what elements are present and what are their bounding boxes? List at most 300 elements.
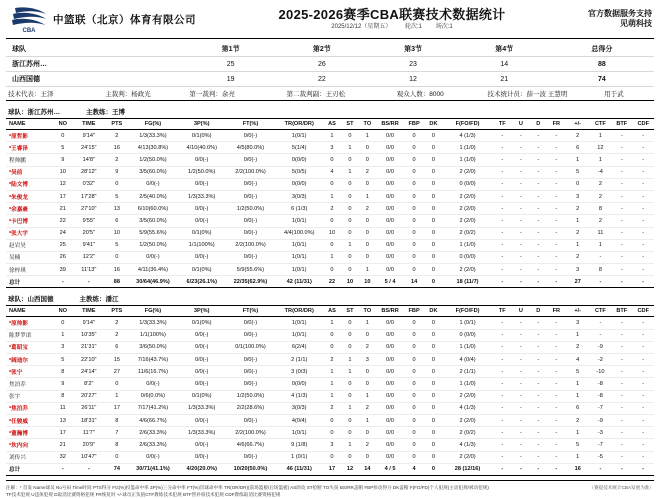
stat-cell: 0 — [404, 427, 424, 439]
stat-cell: 21 — [54, 203, 71, 215]
stat-cell: - — [632, 239, 654, 251]
stat-cell: - — [547, 354, 566, 366]
stat-cell: - — [590, 317, 611, 329]
table-row[interactable] — [6, 264, 654, 276]
stat-cell: 1 — [590, 130, 611, 142]
stat-cell: 0 — [341, 264, 358, 276]
stat-cell: 0 — [424, 215, 443, 227]
stat-cell: -9 — [590, 341, 611, 353]
col-ft: FT(%) — [225, 306, 276, 317]
stat-cell: - — [512, 251, 529, 263]
stat-cell: 0 — [341, 414, 358, 426]
stat-cell: 27'10" — [71, 203, 106, 215]
stat-cell: 26 — [54, 251, 71, 263]
stat-cell: - — [547, 251, 566, 263]
svg-text:CBA: CBA — [22, 28, 36, 34]
stat-cell: 0/1(0%) — [178, 317, 225, 329]
stat-cell: 0 — [404, 366, 424, 378]
team-section-away — [6, 293, 654, 475]
stat-cell: 0 — [359, 227, 376, 239]
stat-cell: - — [492, 239, 512, 251]
stat-cell: - — [611, 264, 632, 276]
score-q1: 19 — [185, 72, 276, 87]
stat-cell: 0/0(-) — [128, 178, 179, 190]
stat-cell: 0 (0/0) — [443, 178, 492, 190]
table-row[interactable] — [6, 366, 654, 378]
stat-cell: 5 — [54, 354, 71, 366]
stat-cell: 5 — [106, 239, 127, 251]
stat-cell: 0 — [341, 451, 358, 463]
stat-cell: 24'15" — [71, 142, 106, 154]
stat-cell: 0 — [359, 251, 376, 263]
stat-cell: 8'2" — [71, 378, 106, 390]
player-name: 程帅鹏 — [6, 154, 54, 166]
stat-cell: 0 — [566, 178, 590, 190]
stat-cell: 2 — [359, 402, 376, 414]
table-row[interactable] — [6, 390, 654, 402]
stat-cell: 2 (2/0) — [443, 203, 492, 215]
stat-cell: 9'14" — [71, 317, 106, 329]
stat-cell: 2/2(100.0%) — [225, 239, 276, 251]
stat-cell: 1 — [323, 251, 342, 263]
stat-cell: 0/0(-) — [178, 439, 225, 451]
stat-cell: 0/0(-) — [178, 341, 225, 353]
stat-cell: 8 — [106, 439, 127, 451]
stat-cell: 0 — [424, 366, 443, 378]
stat-cell: 6/10(60.0%) — [128, 203, 179, 215]
officials-row — [6, 87, 654, 101]
stat-cell: 0/0(-) — [178, 329, 225, 341]
table-row[interactable] — [6, 439, 654, 451]
stat-cell: 0/0 — [376, 203, 404, 215]
col-btf: BTF — [611, 119, 632, 130]
stat-cell: - — [512, 341, 529, 353]
col-st: ST — [341, 306, 358, 317]
total-cell: 17 — [323, 463, 342, 475]
stat-cell: 4/6(66.7%) — [225, 439, 276, 451]
stat-cell: - — [611, 239, 632, 251]
footnote-credit: （赛提技术统计CBA发展为准） — [589, 484, 654, 490]
total-cell: 4/20(20.0%) — [178, 463, 225, 475]
stat-cell: 2 — [323, 402, 342, 414]
stat-cell: - — [632, 354, 654, 366]
stat-cell: 0 — [359, 366, 376, 378]
stat-cell: - — [530, 239, 547, 251]
total-cell: 10 — [359, 276, 376, 288]
table-row[interactable] — [6, 178, 654, 190]
stat-cell: - — [611, 341, 632, 353]
stat-cell: -10 — [590, 366, 611, 378]
stat-cell: 0 — [404, 190, 424, 202]
stat-cell: - — [632, 390, 654, 402]
stat-cell: 7/16(43.7%) — [128, 354, 179, 366]
stat-cell: 4/10(40.0%) — [178, 142, 225, 154]
stat-cell: 0/0(-) — [225, 329, 276, 341]
stat-cell: 0 — [341, 251, 358, 263]
player-name: *余嘉豪 — [6, 203, 54, 215]
stat-cell: 0 — [359, 329, 376, 341]
stat-cell: 2 — [566, 227, 590, 239]
page-title: 2025-2026赛季CBA联赛技术数据统计 — [278, 6, 506, 22]
stat-cell: 0 — [424, 239, 443, 251]
stat-cell: 20'9" — [71, 439, 106, 451]
stat-cell: - — [547, 329, 566, 341]
stat-cell: 2 (1/1) — [276, 354, 323, 366]
table-row[interactable] — [6, 317, 654, 329]
stat-cell: 0/0(-) — [128, 451, 179, 463]
stat-cell: 0/0 — [376, 414, 404, 426]
stat-cell: 2 — [106, 154, 127, 166]
stat-cell: 1 — [323, 317, 342, 329]
table-row[interactable] — [6, 251, 654, 263]
stat-cell: 0 — [359, 451, 376, 463]
stat-cell: - — [611, 154, 632, 166]
stat-cell: 2 — [323, 203, 342, 215]
stat-cell: - — [530, 190, 547, 202]
stat-cell: - — [492, 341, 512, 353]
stat-cell: 1 (1/0) — [443, 154, 492, 166]
stat-cell: 3 (0/3) — [276, 366, 323, 378]
stat-cell: 0 — [341, 227, 358, 239]
total-cell: 46 (11/31) — [276, 463, 323, 475]
col-pts: PTS — [106, 306, 127, 317]
stat-cell: - — [530, 203, 547, 215]
stat-cell: 22'10" — [71, 354, 106, 366]
stat-cell: 0 — [106, 178, 127, 190]
stat-cell: 0 — [359, 215, 376, 227]
stat-cell: - — [632, 414, 654, 426]
col-as: AS — [323, 119, 342, 130]
stat-cell: 2 (2/0) — [443, 215, 492, 227]
stat-cell: 0/0(-) — [225, 227, 276, 239]
table-row[interactable] — [6, 142, 654, 154]
stat-cell: - — [547, 239, 566, 251]
stat-cell: 0 — [404, 227, 424, 239]
stat-cell: 24'14" — [71, 366, 106, 378]
col-d: D — [530, 119, 547, 130]
player-name: *原帅影 — [6, 317, 54, 329]
stat-cell: 8 — [590, 264, 611, 276]
player-name: *张大宇 — [6, 227, 54, 239]
stat-cell: - — [492, 130, 512, 142]
stat-cell: 1/3(33.3%) — [178, 427, 225, 439]
stat-cell: 0 — [359, 142, 376, 154]
team-header-away — [6, 293, 654, 305]
total-cell: - — [547, 463, 566, 475]
stat-cell: - — [492, 190, 512, 202]
table-row[interactable] — [6, 414, 654, 426]
col-as: AS — [323, 306, 342, 317]
stat-cell: - — [611, 130, 632, 142]
stat-cell: 0/0(-) — [178, 154, 225, 166]
col-tf: TF — [492, 306, 512, 317]
boxscore-header-row — [6, 306, 654, 317]
total-cell: - — [590, 276, 611, 288]
stat-cell: 3 — [566, 317, 590, 329]
table-row[interactable] — [6, 378, 654, 390]
stat-cell: - — [611, 354, 632, 366]
stat-cell: 0/0 — [376, 142, 404, 154]
stat-cell: -8 — [590, 378, 611, 390]
footnote-line-1: 注解：* 首发 Name球员 No号码 Time时间 PTS得分 FG(%)投篮命中率 3P(%)三分命中率 FT(%)罚球命中率 TR(OR/DR)(前场篮板/后场篮板) AS助攻 ST抢断 TO失误 BS/RR盖帽 FBP快攻得分 DK盖帽 F(FO/FD)个人犯规(主动犯规/被动犯规) — [6, 484, 489, 490]
stat-cell: 4/11(36.4%) — [128, 264, 179, 276]
table-row[interactable] — [6, 427, 654, 439]
referee-2: 第二裁判副：王刃松 — [285, 87, 395, 101]
stat-cell: 11'13" — [71, 264, 106, 276]
stat-cell: 0 — [404, 203, 424, 215]
stat-cell: -2 — [590, 354, 611, 366]
col-cdf: CDF — [632, 306, 654, 317]
stat-cell: 3/5(60.0%) — [128, 166, 179, 178]
stat-cell: 0 — [341, 390, 358, 402]
stat-cell: 0/0(-) — [178, 414, 225, 426]
player-name: 徐梓琪 — [6, 264, 54, 276]
table-row[interactable] — [6, 451, 654, 463]
score-total: 74 — [550, 72, 654, 87]
stat-cell: 0 — [54, 130, 71, 142]
stat-cell: - — [492, 354, 512, 366]
total-cell: 4 / 5 — [376, 463, 404, 475]
page-header — [0, 0, 660, 36]
stat-cell: 0/0(-) — [225, 178, 276, 190]
stat-cell: - — [611, 390, 632, 402]
stat-cell: 1 — [341, 166, 358, 178]
table-row[interactable] — [6, 329, 654, 341]
stat-cell: 7 — [106, 427, 127, 439]
player-name: *陆文博 — [6, 178, 54, 190]
table-row[interactable] — [6, 227, 654, 239]
stat-cell: 2 (2/0) — [443, 264, 492, 276]
stat-cell: 2 — [106, 130, 127, 142]
stat-cell: 1 (1/0) — [443, 341, 492, 353]
stat-cell: - — [492, 390, 512, 402]
stat-cell: - — [611, 402, 632, 414]
stat-cell: 1 — [590, 154, 611, 166]
stat-cell: 11/6(16.7%) — [128, 366, 179, 378]
stat-cell: - — [530, 130, 547, 142]
stat-cell: 0 — [424, 427, 443, 439]
stat-cell: 0 — [404, 166, 424, 178]
stat-cell: - — [632, 329, 654, 341]
stat-cell: - — [611, 366, 632, 378]
stat-cell: -7 — [590, 402, 611, 414]
score-total: 88 — [550, 57, 654, 72]
stat-cell: 4 — [323, 166, 342, 178]
stat-cell: 0 — [323, 329, 342, 341]
stat-cell: 9'41" — [71, 239, 106, 251]
stat-cell: - — [547, 439, 566, 451]
stat-cell: 0(0/0) — [276, 178, 323, 190]
stat-cell: 0/0 — [376, 178, 404, 190]
col-time: TIME — [71, 119, 106, 130]
game-meta — [196, 24, 588, 32]
stat-cell: 2 — [359, 439, 376, 451]
stat-cell: - — [611, 451, 632, 463]
stat-cell: 3(0/3) — [276, 402, 323, 414]
stat-cell: 2/2(100.0%) — [225, 427, 276, 439]
stat-cell: - — [530, 390, 547, 402]
stat-cell: - — [492, 215, 512, 227]
stat-cell: 3(0/3) — [276, 190, 323, 202]
stat-cell: 0(0/0) — [276, 154, 323, 166]
stat-cell: 2 — [106, 317, 127, 329]
stat-cell: 1 — [341, 402, 358, 414]
stat-cell: 1/3(33.3%) — [178, 402, 225, 414]
score-header-row — [6, 42, 654, 57]
stat-cell: 2 (2/0) — [443, 166, 492, 178]
stat-cell: 0/0 — [376, 227, 404, 239]
stat-cell: 0/1(100.0%) — [225, 341, 276, 353]
stat-cell: 17 — [106, 402, 127, 414]
stat-cell: 0/0 — [376, 190, 404, 202]
score-q3: 12 — [367, 72, 458, 87]
stat-cell: 0/6(0.0%) — [128, 390, 179, 402]
stat-cell: 2/6(33.3%) — [128, 439, 179, 451]
stat-cell: 0 (0/0) — [443, 329, 492, 341]
venue-label: 场次:1 — [435, 23, 453, 30]
col-3p: 3P(%) — [178, 119, 225, 130]
stat-cell: - — [492, 329, 512, 341]
player-name: *任骏威 — [6, 414, 54, 426]
stat-cell: -8 — [590, 390, 611, 402]
stat-cell: 0 — [424, 378, 443, 390]
stat-cell: -3 — [590, 427, 611, 439]
stat-cell: 1 — [341, 354, 358, 366]
table-row[interactable] — [6, 203, 654, 215]
stat-cell: 5(1/4) — [276, 142, 323, 154]
stat-cell: 0 — [424, 402, 443, 414]
cba-logo-icon — [8, 4, 50, 34]
stat-cell: 0 — [424, 264, 443, 276]
stat-cell: - — [512, 264, 529, 276]
table-row[interactable] — [6, 154, 654, 166]
stat-cell: 0/1(0%) — [178, 390, 225, 402]
stat-cell: 8 — [106, 414, 127, 426]
stat-cell: - — [547, 166, 566, 178]
stat-cell: - — [611, 414, 632, 426]
table-row[interactable] — [6, 354, 654, 366]
stat-cell: 1/2(50.0%) — [225, 203, 276, 215]
stat-cell: - — [492, 378, 512, 390]
table-row[interactable] — [6, 166, 654, 178]
col-plusminus: +/- — [566, 306, 590, 317]
stat-cell: - — [632, 402, 654, 414]
stat-cell: - — [492, 414, 512, 426]
player-name: *王睿泽 — [6, 142, 54, 154]
stat-cell: 0 — [323, 264, 342, 276]
stat-cell: 0/0(-) — [128, 378, 179, 390]
stat-cell: 13 — [106, 203, 127, 215]
stat-cell: - — [512, 239, 529, 251]
stat-cell: 0/0(-) — [225, 451, 276, 463]
stat-cell: 2 — [359, 203, 376, 215]
score-col-q4: 第4节 — [459, 42, 550, 57]
stat-cell: 0/0(-) — [128, 251, 179, 263]
total-cell: 16 — [566, 463, 590, 475]
stat-cell: 0 — [424, 130, 443, 142]
stat-cell: - — [492, 227, 512, 239]
stat-cell: - — [632, 190, 654, 202]
player-name: *吴前 — [6, 166, 54, 178]
col-3p: 3P(%) — [178, 306, 225, 317]
table-row[interactable] — [6, 215, 654, 227]
stat-cell: 0 — [341, 130, 358, 142]
stat-cell: 0 — [323, 154, 342, 166]
stat-cell: 1/1(100%) — [178, 239, 225, 251]
stat-cell: - — [611, 378, 632, 390]
stat-cell: 0/0(-) — [178, 354, 225, 366]
player-name: *阔迪尔 — [6, 354, 54, 366]
stat-cell: - — [547, 142, 566, 154]
stat-cell: - — [512, 190, 529, 202]
stat-cell: - — [512, 203, 529, 215]
stat-cell: 0/0 — [376, 264, 404, 276]
stat-cell: 0/0 — [376, 390, 404, 402]
table-row[interactable] — [6, 190, 654, 202]
stat-cell: - — [492, 366, 512, 378]
stat-cell: - — [632, 341, 654, 353]
stat-cell: - — [547, 451, 566, 463]
stat-cell: 0 — [341, 178, 358, 190]
table-row[interactable] — [6, 402, 654, 414]
stat-cell: - — [547, 154, 566, 166]
total-cell: - — [54, 276, 71, 288]
sponsor-block — [588, 9, 652, 30]
stat-cell: 2/5(40.0%) — [128, 190, 179, 202]
total-cell: 28 (12/16) — [443, 463, 492, 475]
stat-cell: 5/9(55.6%) — [128, 227, 179, 239]
col-fr: FR — [547, 306, 566, 317]
total-cell: - — [547, 276, 566, 288]
table-row[interactable] — [6, 341, 654, 353]
stat-cell: 2/2(100.0%) — [225, 166, 276, 178]
stat-cell: - — [512, 378, 529, 390]
col-ft: FT(%) — [225, 119, 276, 130]
player-name: *卡巴博 — [6, 215, 54, 227]
stat-cell: 8 — [54, 366, 71, 378]
stat-cell: 1/2(50.0%) — [128, 154, 179, 166]
stat-cell: 6(2/4) — [276, 341, 323, 353]
stat-cell: 1 — [359, 414, 376, 426]
stat-cell: - — [590, 329, 611, 341]
stat-cell: 1/3(33.3%) — [128, 317, 179, 329]
stat-cell: 0/0(-) — [225, 130, 276, 142]
col-fbp: FBP — [404, 306, 424, 317]
stat-cell: 18'31" — [71, 414, 106, 426]
stat-cell: 0/1(0%) — [178, 227, 225, 239]
stat-cell: 11'7" — [71, 427, 106, 439]
col-st: ST — [341, 119, 358, 130]
stat-cell: - — [530, 142, 547, 154]
stat-cell: 0 — [404, 341, 424, 353]
stat-cell: - — [530, 154, 547, 166]
stat-cell: 0 — [341, 341, 358, 353]
col-pts: PTS — [106, 119, 127, 130]
table-row[interactable] — [6, 130, 654, 142]
total-cell: - — [632, 463, 654, 475]
stat-cell: 2 — [566, 251, 590, 263]
table-row[interactable] — [6, 239, 654, 251]
total-cell: - — [530, 463, 547, 475]
stat-cell: - — [632, 451, 654, 463]
stat-cell: 1 (0/1) — [443, 317, 492, 329]
stat-cell: 0 — [106, 251, 127, 263]
stat-cell: - — [492, 264, 512, 276]
officials-info-bar — [6, 87, 654, 101]
stat-cell: 0 — [341, 203, 358, 215]
col-dk: DK — [424, 119, 443, 130]
stat-cell: 16 — [106, 264, 127, 276]
